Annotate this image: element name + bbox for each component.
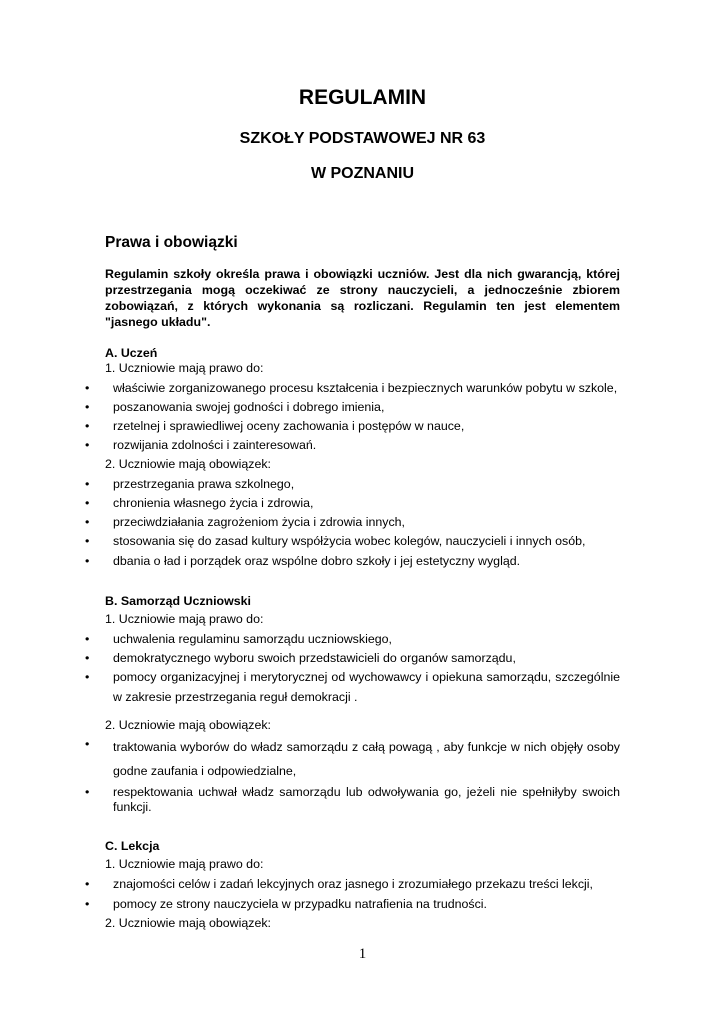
bullet-icon: • bbox=[85, 477, 90, 491]
bullet-icon: • bbox=[85, 897, 90, 911]
bullet-icon: • bbox=[85, 419, 90, 433]
bullet-icon: • bbox=[85, 632, 90, 646]
section-c-heading: C. Lekcja bbox=[105, 839, 160, 853]
bullet-icon: • bbox=[85, 534, 90, 548]
document-subtitle-city: W POZNANIU bbox=[310, 165, 415, 182]
page-number: 1 bbox=[358, 946, 367, 962]
bullet-icon: • bbox=[85, 496, 90, 510]
bullet-icon: • bbox=[85, 438, 90, 452]
section-b-duties-label: 2. Uczniowie mają obowiązek: bbox=[105, 718, 271, 732]
section-a-rights-label: 1. Uczniowie mają prawo do: bbox=[105, 361, 264, 375]
section-b-rights-label: 1. Uczniowie mają prawo do: bbox=[105, 612, 264, 626]
bullet-icon: • bbox=[85, 877, 90, 891]
bullet-icon: • bbox=[85, 554, 90, 568]
section-c-duties-label: 2. Uczniowie mają obowiązek: bbox=[105, 916, 271, 930]
document-page: REGULAMIN SZKOŁY PODSTAWOWEJ NR 63 W POZNANIU Prawa i obowiązki Regulamin szkoły określa prawa i obowiązki uczniów. Jest dla nich gwarancją, której przestrzegania mogą oczekiwać ze strony nauczycieli, a jednocześnie zbiorem zobowiązań, z których wykonania są rozliczani. Regulamin ten jest elementem "jasnego układu". A. Uczeń 1. Uczniowie mają prawo do: • właściwie zorganizowanego procesu kształcenia i bezpiecznych warunków pobytu w szkole, • poszanowania swojej godności i dobrego imienia, • rzetelnej i sprawiedliwej oceny zachowania i postępów w nauce, • rozwijania zdolności i zainteresowań. 2. Uczniowie mają obowiązek: • przestrzegania prawa szkolnego, • chronienia własnego życia i zdrowia, • przeciwdziałania zagrożeniom życia i zdrowia innych, • stosowania się do zasad kultury współżycia wobec kolegów, nauczycieli i innych osób, • dbania o ład i porządek oraz wspólne dobro szkoły i jej estetyczny wygląd. B. Samorząd Uczniowski 1. Uczniowie mają prawo do: • uchwalenia regulaminu samorządu uczniowskiego, • demokratycznego wyboru swoich przedstawicieli do organów samorządu, • pomocy organizacyjnej i merytorycznej od wychowawcy i opiekuna samorządu, szczególnie w zakresie przestrzegania reguł demokracji . 2. Uczniowie mają obowiązek: • traktowania wyborów do władz samorządu z całą powagą , aby funkcje w nich objęły osoby godne zaufania i odpowiedzialne, • respektowania uchwał władz samorządu lub odwoływania go, jeżeli nie spełniłyby swoich funkcji. C. Lekcja 1. Uczniowie mają prawo do: • znajomości celów i zadań lekcyjnych oraz jasnego i zrozumiałego przekazu treści lekcji, • pomocy ze strony nauczyciela w przypadku natrafienia na trudności. 2. Uczniowie mają obowiązek: 1 bbox=[0, 0, 725, 1024]
bullet-icon: • bbox=[85, 651, 90, 665]
bullet-icon: • bbox=[85, 400, 90, 414]
bullet-icon: • bbox=[85, 381, 90, 395]
intro-paragraph: Regulamin szkoły określa prawa i obowiązki uczniów. Jest dla nich gwarancją, której przestrzegania mogą oczekiwać ze strony nauczycieli, a jednocześnie zbiorem zobowiązań, z których wykonania są rozliczani. Regulamin ten jest elementem "jasnego układu". bbox=[105, 267, 620, 329]
list-item: • pomocy organizacyjnej i merytorycznej od wychowawcy i opiekuna samorządu, szczególnie w zakresie przestrzegania reguł demokracji . bbox=[85, 670, 620, 704]
section-a-duties-label: 2. Uczniowie mają obowiązek: bbox=[105, 457, 271, 471]
bullet-icon: • bbox=[85, 737, 90, 751]
list-item: • respektowania uchwał władz samorządu lub odwoływania go, jeżeli nie spełniłyby swoich funkcji. bbox=[85, 785, 620, 814]
section-c-rights-label: 1. Uczniowie mają prawo do: bbox=[105, 857, 264, 871]
section-a-heading: A. Uczeń bbox=[105, 346, 158, 360]
document-title: REGULAMIN bbox=[298, 86, 427, 109]
section-b-heading: B. Samorząd Uczniowski bbox=[105, 594, 251, 608]
bullet-icon: • bbox=[85, 785, 90, 799]
bullet-icon: • bbox=[85, 670, 90, 684]
list-item: • traktowania wyborów do władz samorządu z całą powagą , aby funkcje w nich objęły osoby godne zaufania i odpowiedzialne, bbox=[85, 737, 620, 778]
document-subtitle-school: SZKOŁY PODSTAWOWEJ NR 63 bbox=[239, 130, 486, 147]
section-heading: Prawa i obowiązki bbox=[105, 234, 238, 251]
bullet-icon: • bbox=[85, 515, 90, 529]
